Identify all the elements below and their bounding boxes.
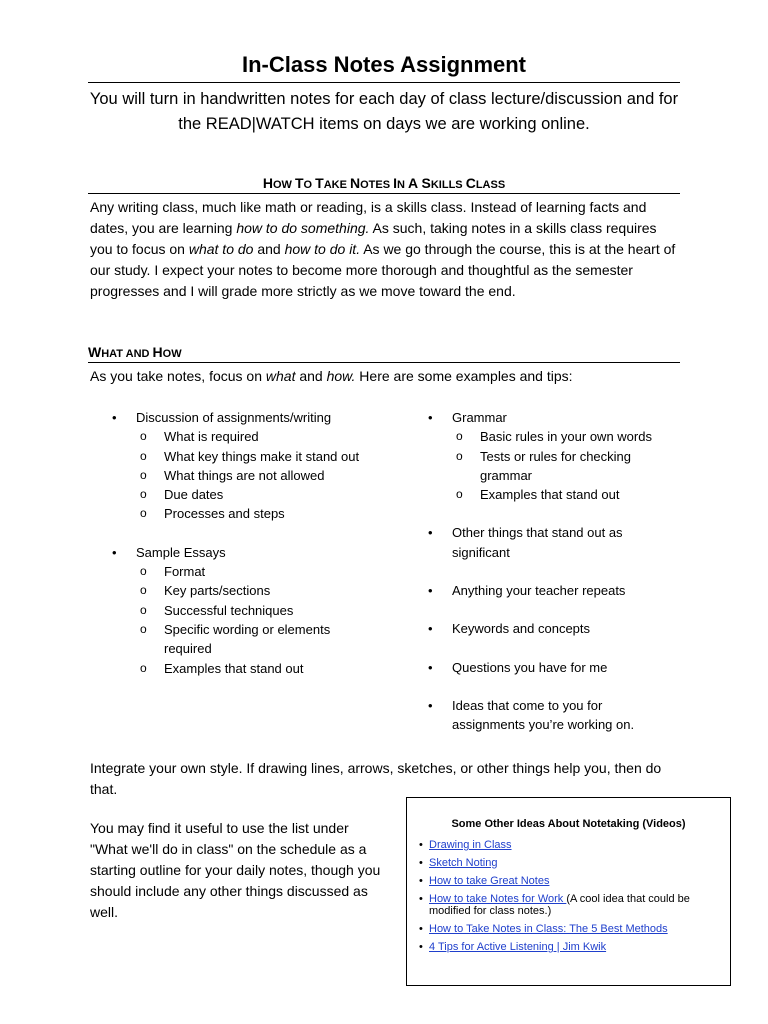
video-link-note: (A cool idea that could be modified for class notes.): [429, 893, 690, 917]
video-link[interactable]: How to take Great Notes: [429, 875, 550, 887]
tip-subitem: o Examples that stand out: [136, 659, 362, 678]
heading-fragment: O: [303, 179, 316, 191]
video-link-item: [419, 875, 718, 887]
tip-label: Keywords and concepts: [452, 621, 591, 637]
tip-item: [112, 543, 362, 678]
video-link[interactable]: Drawing in Class: [429, 839, 512, 851]
tip-label: Other things that stand out as significant: [452, 525, 623, 560]
tip-label: Sample Essays: [136, 544, 226, 560]
tip-label: Questions you have for me: [452, 659, 608, 675]
tip-item: [428, 408, 678, 504]
heading-fragment: OW: [272, 179, 295, 191]
video-link-item: [419, 893, 718, 917]
video-link[interactable]: Sketch Noting: [429, 857, 498, 869]
tip-subitem: o Tests or rules for checking grammar: [452, 447, 678, 486]
tips-list-left: [112, 408, 362, 697]
heading-fragment: LASS: [475, 179, 506, 191]
heading-fragment: I: [393, 175, 398, 191]
heading-fragment: HAT AND: [101, 348, 153, 360]
tip-item: [428, 523, 678, 562]
heading-fragment: OTES: [360, 179, 394, 191]
tip-subitem: o Key parts/sections: [136, 581, 362, 600]
heading-fragment: N: [349, 175, 361, 191]
tip-item: [428, 696, 678, 735]
tip-label: Grammar: [452, 410, 507, 425]
tip-subitem: o What things are not allowed: [136, 466, 362, 485]
skills-class-paragraph: Any writing class, much like math or reading, is a skills class. Instead of learning facts and dates, you are learning how to do something. As such, taking notes in a skills class requires you to focus on what to do and how to do it. As we go through the course, this is at the heart of our study. I expect your notes to become more thorough and thoughtful as the semester progresses and I will grade more strictly as we move toward the end.: [90, 199, 676, 299]
section-heading-how-to-take-notes: [88, 175, 680, 194]
heading-fragment: A: [408, 175, 422, 191]
tip-item: [428, 581, 678, 600]
heading-fragment: H: [262, 175, 273, 191]
video-link-item: [419, 923, 718, 935]
tip-label: Ideas that come to you for assignments you’re working on.: [452, 697, 635, 733]
heading-fragment: AKE: [323, 179, 350, 191]
video-link[interactable]: How to Take Notes in Class: The 5 Best Methods: [429, 923, 668, 935]
tip-label: Anything your teacher repeats: [452, 583, 626, 599]
section-heading-what-and-how: [88, 344, 680, 363]
tip-subitem: o Basic rules in your own words: [452, 427, 678, 446]
what-how-paragraph: As you take notes, focus on what and how. Here are some examples and tips:: [90, 368, 573, 384]
tip-subitem: o Due dates: [136, 485, 362, 504]
heading-fragment: N: [397, 179, 409, 191]
tip-item: [428, 658, 678, 677]
tip-subitem: o What is required: [136, 427, 362, 446]
tip-subitem: o Processes and steps: [136, 504, 362, 523]
intro-text: You will turn in handwritten notes for each day of class lecture/discussion and for the READ|WATCH items on days we are working online.: [89, 90, 679, 133]
tip-subitem: o Successful techniques: [136, 601, 362, 620]
heading-fragment: KILLS: [430, 179, 466, 191]
schedule-outline-paragraph: You may find it useful to use the list under "What we'll do in class" on the schedule as a starting outline for your daily notes, though you should include any other things discussed as well.: [90, 820, 381, 920]
heading-fragment: S: [421, 175, 431, 191]
heading-fragment: C: [465, 175, 476, 191]
tip-item: [428, 619, 678, 638]
other-ideas-title: Some Other Ideas About Notetaking (Videos): [451, 818, 686, 830]
other-ideas-box: [406, 797, 731, 986]
video-link[interactable]: How to take Notes for Work: [429, 893, 567, 905]
video-link[interactable]: 4 Tips for Active Listening | Jim Kwik: [429, 941, 607, 953]
tip-subitem: o What key things make it stand out: [136, 447, 362, 466]
video-link-item: [419, 839, 718, 851]
heading-fragment: H: [152, 344, 163, 360]
heading-fragment: T: [315, 175, 324, 191]
tip-subitem: o Examples that stand out: [452, 485, 678, 504]
video-link-item: [419, 857, 718, 869]
tip-item: [112, 408, 362, 524]
tip-subitem: o Format: [136, 562, 362, 581]
tip-subitem: o Specific wording or elements required: [136, 620, 362, 659]
heading-fragment: W: [88, 344, 102, 360]
integrate-style-paragraph: Integrate your own style. If drawing lines, arrows, sketches, or other things help you, then do that.: [90, 760, 662, 797]
video-link-item: [419, 941, 718, 953]
heading-fragment: OW: [162, 348, 182, 360]
page-title: In-Class Notes Assignment: [88, 52, 680, 83]
tips-list-right: [428, 408, 678, 754]
tip-label: Discussion of assignments/writing: [136, 410, 332, 425]
heading-fragment: T: [294, 175, 304, 191]
video-links-list: [419, 839, 718, 953]
